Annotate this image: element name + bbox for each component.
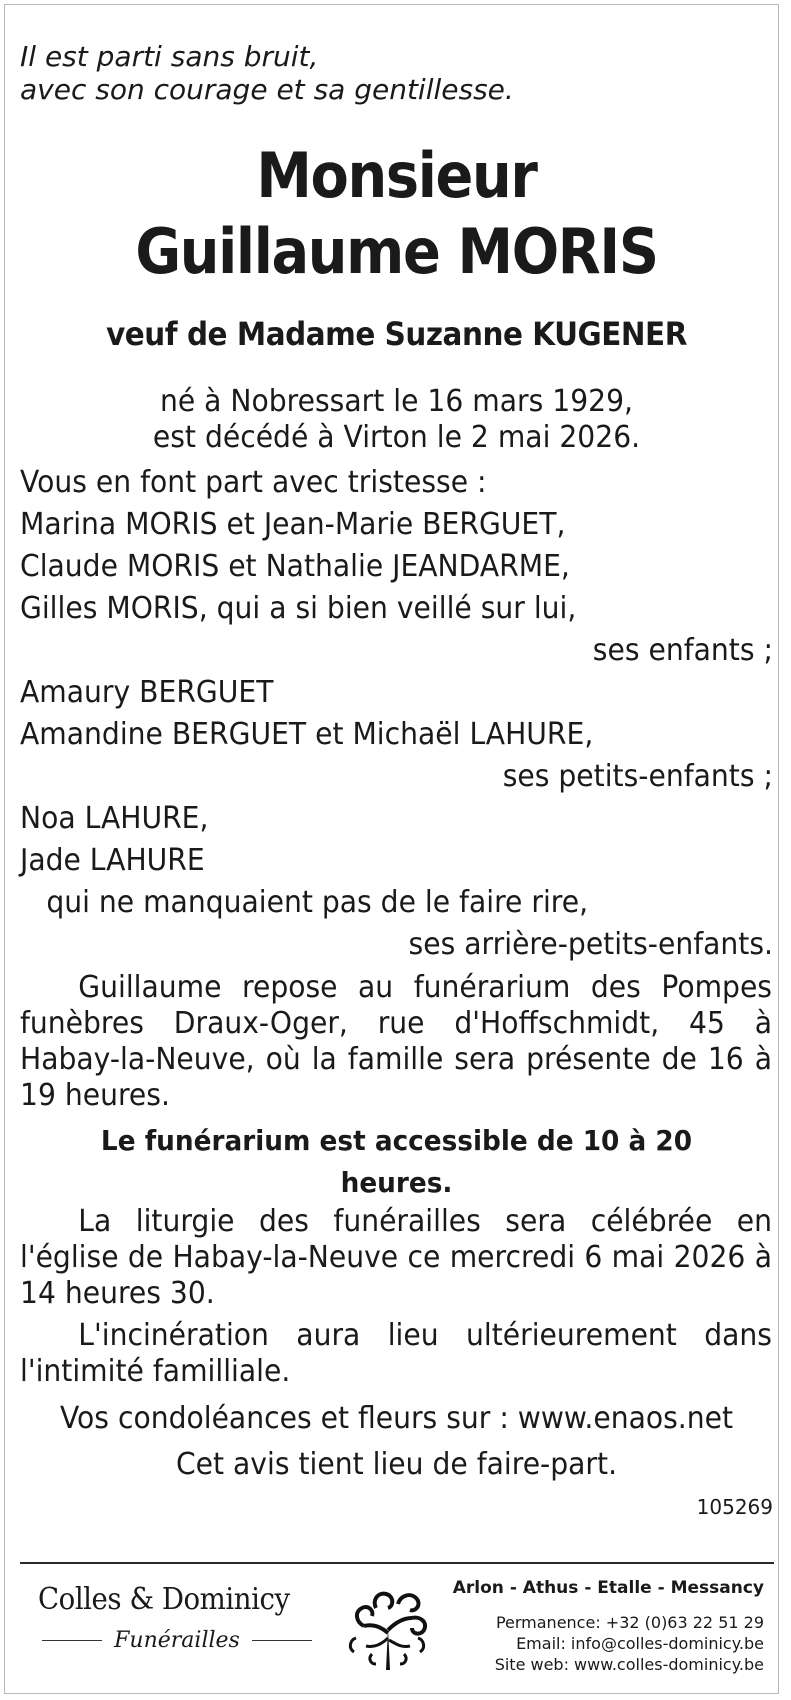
family-intro: Vous en font part avec tristesse : (20, 465, 487, 500)
footer-divider (20, 1562, 774, 1564)
funeral-home-footer (20, 1570, 774, 1674)
contact-website[interactable]: Site web: www.colles-dominicy.be (494, 1655, 764, 1674)
death-line: est décédé à Virton le 2 mai 2026. (152, 420, 641, 455)
epigraph-line-1: Il est parti sans bruit, (20, 40, 319, 73)
great-grandchildren-note: qui ne manquaient pas de le faire rire, (46, 885, 589, 920)
grandchild-1: Amaury BERGUET (20, 675, 274, 710)
contact-email[interactable]: Email: info@colles-dominicy.be (516, 1634, 764, 1653)
funerarium-hours: Le funérarium est accessible de 10 à 20 heures. (100, 1124, 693, 1199)
great-grandchild-2: Jade LAHURE (20, 843, 205, 878)
notice-line: Cet avis tient lieu de faire-part. (175, 1447, 618, 1482)
widow-of: veuf de Madame Suzanne KUGENER (106, 315, 687, 353)
funerarium-paragraph: Guillaume repose au funérarium des Pompes funèbres Draux-Oger, rue d'Hoffschmidt, 45 à Habay-la-Neuve, où la famille sera présente de 16 à 19 heures. (20, 970, 772, 1113)
reference-number: 105269 (696, 1495, 773, 1519)
brand-subtitle-text: Funérailles (114, 1628, 240, 1653)
branch-towns: Arlon - Athus - Etalle - Messancy (452, 1578, 764, 1598)
brand-logo-text: Colles & Dominicy (38, 1582, 290, 1617)
tree-logo-icon (338, 1578, 438, 1670)
liturgy-paragraph: La liturgie des funérailles sera célébrée en l'église de Habay-la-Neuve ce mercredi 6 mai 2026 à 14 heures 30. (20, 1204, 772, 1311)
birth-line: né à Nobressart le 16 mars 1929, (159, 384, 633, 419)
deceased-name: Guillaume MORIS (135, 215, 658, 288)
child-2: Claude MORIS et Nathalie JEANDARME, (20, 549, 570, 584)
child-3: Gilles MORIS, qui a si bien veillé sur lui, (20, 591, 577, 626)
child-1: Marina MORIS et Jean-Marie BERGUET, (20, 507, 566, 542)
children-label: ses enfants ; (592, 633, 773, 668)
contact-block (495, 1612, 764, 1675)
grandchild-2: Amandine BERGUET et Michaël LAHURE, (20, 717, 594, 752)
grandchildren-label: ses petits-enfants ; (502, 759, 773, 794)
brand-subtitle (42, 1628, 312, 1653)
condolences-line: Vos condoléances et fleurs sur : www.enaos.net (59, 1401, 734, 1436)
deceased-title: Monsieur (256, 139, 537, 212)
great-grandchildren-label: ses arrière-petits-enfants. (408, 927, 773, 962)
contact-phone: Permanence: +32 (0)63 22 51 29 (495, 1613, 764, 1632)
brand-rule-right (252, 1640, 312, 1641)
epigraph-line-2: avec son courage et sa gentillesse. (20, 73, 514, 106)
obituary-notice (20, 40, 773, 1520)
brand-rule-left (42, 1640, 102, 1641)
cremation-paragraph: L'incinération aura lieu ultérieurement dans l'intimité familliale. (20, 1318, 772, 1389)
great-grandchild-1: Noa LAHURE, (20, 801, 209, 836)
